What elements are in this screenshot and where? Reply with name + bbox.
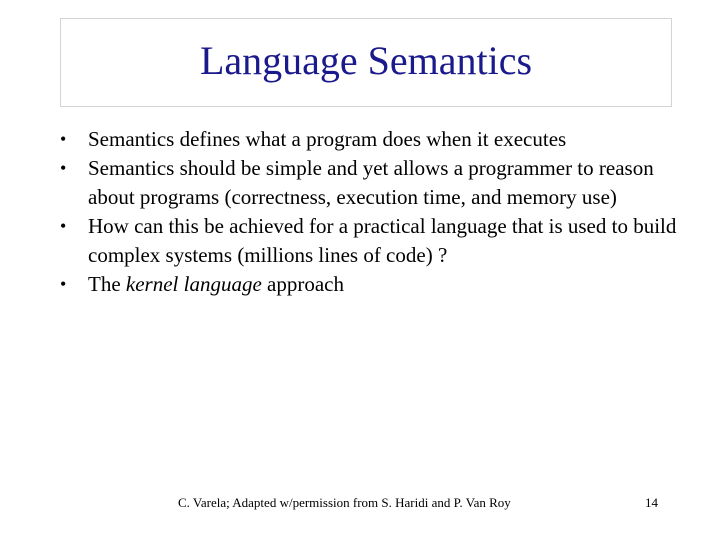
- bullet-item: [58, 270, 678, 299]
- bullet-marker: •: [60, 158, 67, 178]
- bullet-item: [58, 212, 678, 270]
- bullet-list: [58, 125, 678, 299]
- bullet-text: Semantics should be simple and yet allows a programmer to reason about programs (correctness, execution time, and memory use): [88, 156, 654, 209]
- slide-title: Language Semantics: [199, 37, 533, 83]
- bullet-text-italic: kernel language: [125, 272, 262, 296]
- bullet-text: Semantics defines what a program does when it executes: [88, 127, 567, 151]
- bullet-marker: •: [60, 216, 67, 236]
- bullet-marker: •: [60, 129, 67, 149]
- title-box: [60, 18, 672, 107]
- bullet-item: [58, 154, 678, 212]
- footer-credit: C. Varela; Adapted w/permission from S. Haridi and P. Van Roy: [178, 495, 511, 510]
- page-number: 14: [645, 495, 658, 510]
- bullet-text: How can this be achieved for a practical language that is used to build complex systems (millions lines of code) ?: [88, 214, 677, 267]
- bullet-item: [58, 125, 678, 154]
- bullet-text-before: The: [88, 272, 126, 296]
- bullet-text-after: approach: [261, 272, 344, 296]
- bullet-marker: •: [60, 274, 67, 294]
